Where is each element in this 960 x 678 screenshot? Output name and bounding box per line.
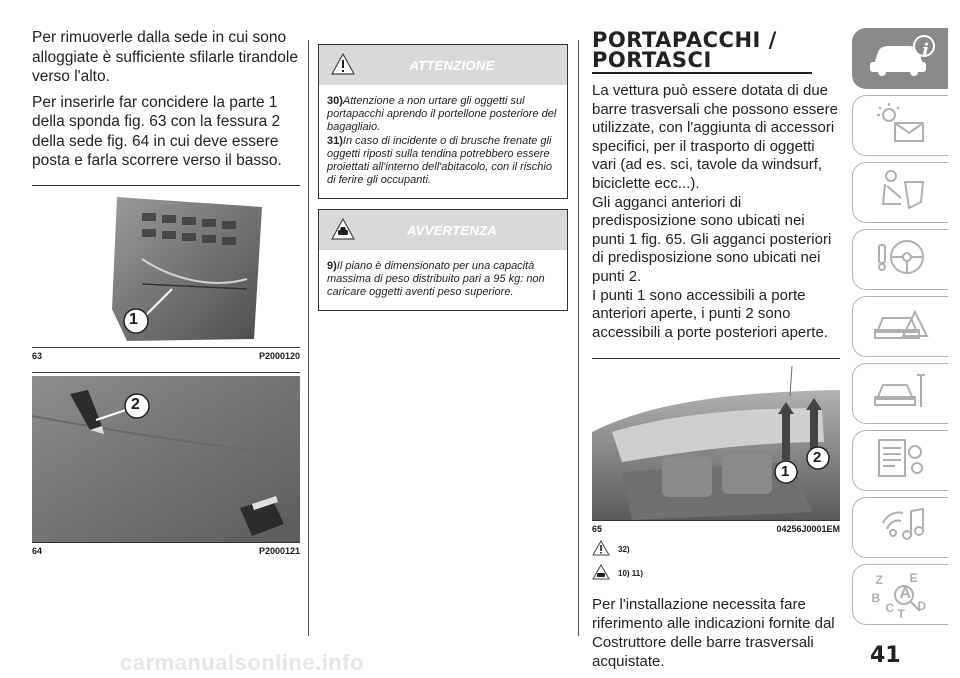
column-3-text: [592, 82, 840, 342]
attention-body: [319, 85, 567, 198]
figure-rule: [592, 358, 840, 359]
column-divider: [308, 40, 309, 636]
note-refs: 10) 11): [618, 568, 643, 578]
safety-seat-icon: [871, 168, 931, 217]
final-paragraph: [592, 595, 840, 671]
notes-list: [592, 537, 840, 585]
warning-title: AVVERTENZA: [407, 222, 497, 238]
note-row: [592, 561, 840, 585]
paragraph: Per inserirle far concidere la parte 1 della sponda fig. 63 con la fessura 2 della sede fig. 64 in cui deve essere posta e farla scorrere verso il basso.: [32, 93, 282, 169]
paragraph: Per l'installazione necessita fare riferimento alle indicazioni fornite dal Costruttore delle barre trasversali acquistate.: [592, 596, 835, 671]
dashboard-lights-icon: [871, 101, 931, 150]
warning-header: [319, 210, 567, 250]
technical-data-icon: [871, 436, 931, 485]
sidebar-tab-car-info[interactable]: [852, 28, 948, 89]
index-letter: D: [917, 598, 927, 613]
figure-64: [32, 372, 300, 557]
column-2: [318, 44, 568, 311]
figure-code: P2000120: [258, 350, 300, 361]
warning-box: [318, 209, 568, 311]
figure-marker-1: 1: [781, 463, 790, 481]
column-1: [32, 28, 300, 557]
chapter-sidebar: [852, 28, 948, 631]
emergency-icon: [871, 302, 931, 351]
note-row: [592, 537, 840, 561]
car-warning-icon: [331, 218, 355, 245]
index-letter: C: [885, 600, 895, 615]
index-letter: E: [909, 570, 918, 585]
paragraph: I punti 1 sono accessibili a porte anteriori aperte, i punti 2 sono accessibili a porte posteriori aperte.: [592, 286, 828, 341]
attention-box: [318, 44, 568, 199]
figure-number: 65: [592, 524, 603, 535]
warning-triangle-icon: [592, 540, 610, 558]
index-letter: B: [871, 590, 881, 605]
figure-marker-2: 2: [813, 449, 822, 467]
warning-item: [327, 260, 559, 299]
figure-number: 63: [32, 350, 43, 361]
page-number: 41: [870, 643, 901, 668]
index-letter: T: [897, 606, 905, 621]
warning-body: [319, 250, 567, 310]
column-3: [592, 30, 840, 677]
index-letter: Z: [875, 572, 883, 587]
note-text: Il piano è dimensionato per una capacità massima di peso distribuito pari a 95 kg: non caricare oggetti aventi peso superiore.: [327, 260, 545, 298]
column-divider: [578, 40, 579, 636]
attention-item: [327, 95, 559, 134]
figure-image: [32, 376, 300, 542]
section-title-line: PORTAPACCHI /: [592, 28, 777, 52]
steering-wheel-icon: [871, 235, 931, 284]
sidebar-tab-index[interactable]: [852, 564, 948, 625]
figure-caption: [32, 348, 300, 362]
figure-caption: [32, 543, 300, 557]
sidebar-tab-maintenance[interactable]: [852, 363, 948, 424]
paragraph: Per rimuoverle dalla sede in cui sono alloggiate è sufficiente sfilarle tirandole verso l'alto.: [32, 29, 298, 85]
figure-number: 64: [32, 545, 43, 556]
figure-63: [32, 185, 300, 362]
paragraph: La vettura può essere dotata di due barre trasversali che possono essere utilizzate, con l'aggiunta di accessori specifici, per il trasporto di oggetti vari (ad es. sci, tavole da windsurf, biciclette ecc...).: [592, 82, 838, 192]
maintenance-icon: [871, 369, 931, 418]
attention-item: [327, 135, 559, 187]
note-ref: 30): [327, 95, 343, 107]
info-glyph: i: [922, 40, 929, 61]
sidebar-tab-multimedia[interactable]: [852, 497, 948, 558]
figure-code: P2000121: [258, 545, 300, 556]
multimedia-icon: [871, 503, 931, 552]
watermark: carmanualsonline.info: [120, 650, 364, 675]
figure-caption: [592, 521, 840, 535]
sidebar-tab-dashboard-lights[interactable]: [852, 95, 948, 156]
car-warning-icon: [592, 564, 610, 582]
figure-image: [32, 189, 300, 347]
sidebar-tab-emergency[interactable]: [852, 296, 948, 357]
warning-triangle-icon: [331, 53, 355, 80]
paragraph: Gli agganci anteriori di predisposizione sono ubicati nei punti 1 fig. 65. Gli agganci posteriori di predisposizione sono ubicati nei punti 2.: [592, 193, 832, 285]
figure-rule: [32, 185, 300, 186]
section-title-line: PORTASCI: [592, 48, 712, 72]
attention-title: ATTENZIONE: [409, 57, 495, 73]
note-ref: 9): [327, 260, 337, 272]
figure-marker-2: 2: [131, 395, 140, 413]
note-ref: 31): [327, 135, 343, 147]
sidebar-tab-safety[interactable]: [852, 162, 948, 223]
figure-marker-1: 1: [129, 310, 138, 328]
index-letter: A: [899, 584, 912, 602]
note-refs: 32): [618, 544, 630, 554]
figure-image: [592, 362, 840, 520]
note-text: In caso di incidente o di brusche frenate gli oggetti riposti sulla tendina potrebbero essere proiettati all'interno dell'abitacolo, con il rischio di ferire gli occupanti.: [327, 135, 552, 186]
index-icon: [870, 571, 932, 619]
sidebar-tab-technical-data[interactable]: [852, 430, 948, 491]
figure-code: 04256J0001EM: [776, 524, 840, 535]
note-text: Attenzione a non urtare gli oggetti sul portapacchi aprendo il portellone posteriore del bagagliaio.: [327, 95, 557, 133]
figure-rule: [32, 372, 300, 373]
figure-65: [592, 358, 840, 535]
section-title: [592, 30, 812, 74]
column-1-text: [32, 28, 300, 171]
sidebar-tab-starting-driving[interactable]: [852, 229, 948, 290]
attention-header: [319, 45, 567, 85]
